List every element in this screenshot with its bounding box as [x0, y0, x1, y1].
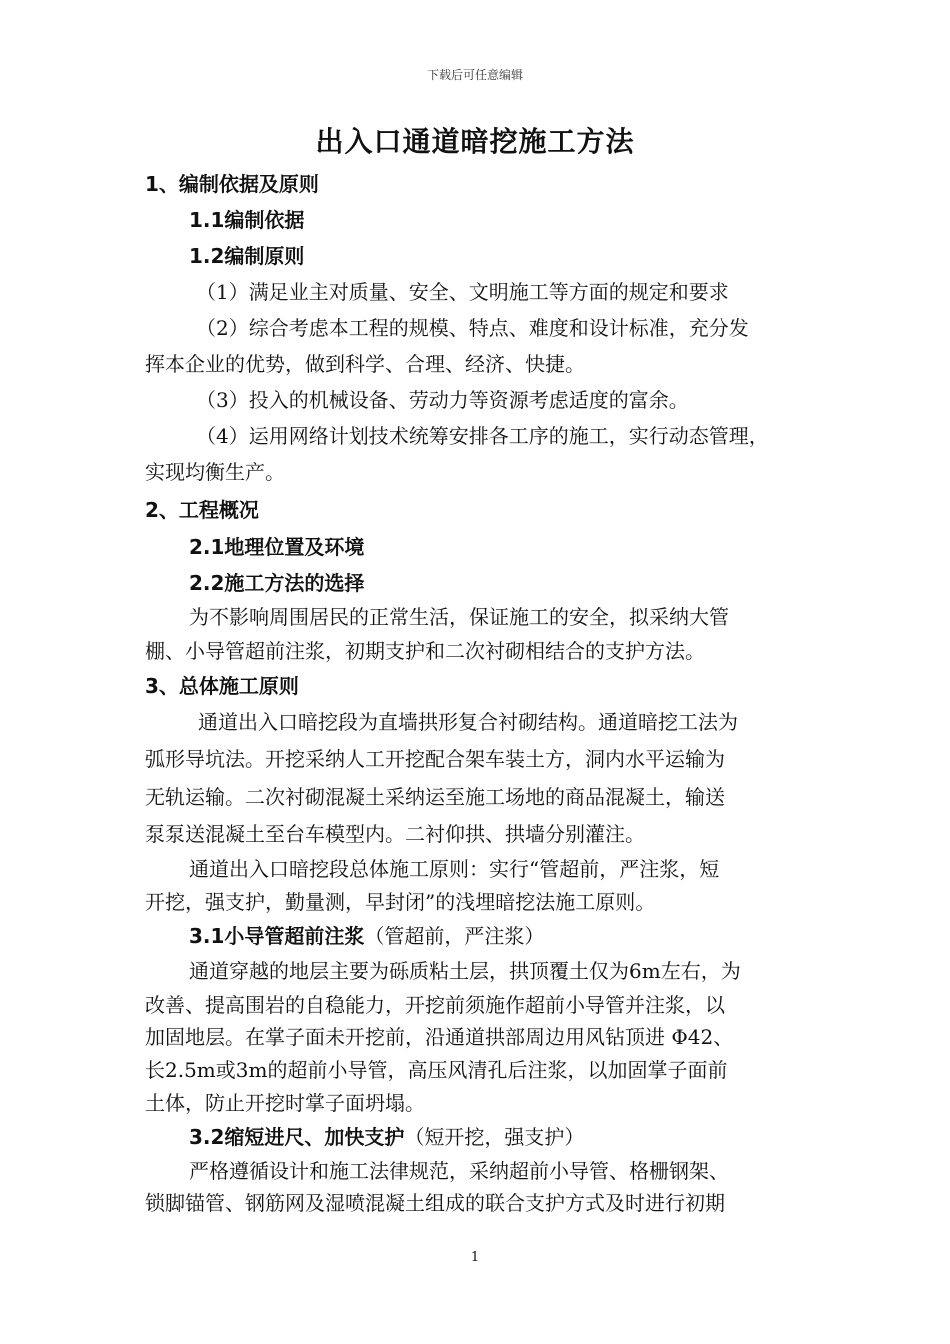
paragraph-line: 泵泵送混凝土至台车模型内。二衬仰拱、拱墙分别灌注。 [145, 822, 645, 846]
paragraph-line: 通道出入口暗挖段为直墙拱形复合衬砌结构。通道暗挖工法为 [198, 710, 738, 734]
paragraph-line: （1）满足业主对质量、安全、文明施工等方面的规定和要求 [196, 280, 729, 304]
paragraph-line: 通道出入口暗挖段总体施工原则：实行“管超前，严注浆，短 [189, 857, 720, 881]
paragraph-line: 挥本企业的优势，做到科学、合理、经济、快捷。 [145, 352, 585, 376]
paragraph-line: 实现均衡生产。 [145, 460, 285, 484]
paragraph-line: 改善、提高围岩的自稳能力，开挖前须施作超前小导管并注浆，以 [145, 993, 725, 1017]
heading-1-1: 1.1编制依据 [189, 208, 305, 232]
paragraph-line: （4）运用网络计划技术统筹安排各工序的施工，实行动态管理， [196, 424, 769, 448]
subheading-3-2-title: 3.2缩短进尺、加快支护 [189, 1125, 405, 1149]
paragraph-line: 弧形导坑法。开挖采纳人工开挖配合架车装土方，洞内水平运输为 [145, 747, 725, 771]
paragraph-line: 通道穿越的地层主要为砾质粘土层，拱顶覆土仅为6m左右，为 [189, 959, 741, 983]
paragraph-line: 长2.5m或3m的超前小导管，高压风清孔后注浆，以加固掌子面前 [145, 1058, 728, 1082]
paragraph-line: 为不影响周围居民的正常生活，保证施工的安全，拟采纳大管 [189, 605, 729, 629]
paragraph-line: 严格遵循设计和施工法律规范，采纳超前小导管、格栅钢架、 [189, 1159, 729, 1183]
subheading-3-1-note: （管超前，严注浆） [364, 924, 545, 948]
paragraph-line: 棚、小导管超前注浆，初期支护和二次衬砌相结合的支护方法。 [145, 639, 705, 663]
subheading-3-2-note: （短开挖，强支护） [404, 1125, 585, 1149]
subheading-3-1-title: 3.1小导管超前注浆 [189, 924, 365, 948]
heading-2-1: 2.1地理位置及环境 [189, 535, 365, 559]
paragraph-line: 无轨运输。二次衬砌混凝土采纳运至施工场地的商品混凝土，输送 [145, 785, 725, 809]
heading-3: 3、总体施工原则 [145, 674, 299, 698]
heading-1-2: 1.2编制原则 [189, 244, 305, 268]
subheading-3-2 [189, 1121, 584, 1150]
paragraph-line: 加固地层。在掌子面未开挖前，沿通道拱部周边用风钻顶进 Φ42、 [145, 1025, 734, 1049]
heading-2: 2、工程概况 [145, 498, 259, 522]
heading-2-2: 2.2施工方法的选择 [189, 571, 365, 595]
paragraph-line: 土体，防止开挖时掌子面坍塌。 [145, 1091, 425, 1115]
paragraph-line: （3）投入的机械设备、劳动力等资源考虑适度的富余。 [196, 388, 689, 412]
subheading-3-1 [189, 920, 544, 949]
document-title: 出入口通道暗挖施工方法 [315, 125, 635, 158]
paragraph-line: （2）综合考虑本工程的规模、特点、难度和设计标准，充分发 [196, 316, 749, 340]
page-number: 1 [470, 1250, 480, 1265]
heading-1: 1、编制依据及原则 [145, 172, 319, 196]
paragraph-line: 锁脚锚管、钢筋网及湿喷混凝土组成的联合支护方式及时进行初期 [145, 1191, 725, 1215]
paragraph-line: 开挖，强支护，勤量测，早封闭”的浅埋暗挖法施工原则。 [145, 890, 656, 914]
page-header: 下载后可任意编辑 [426, 68, 523, 82]
